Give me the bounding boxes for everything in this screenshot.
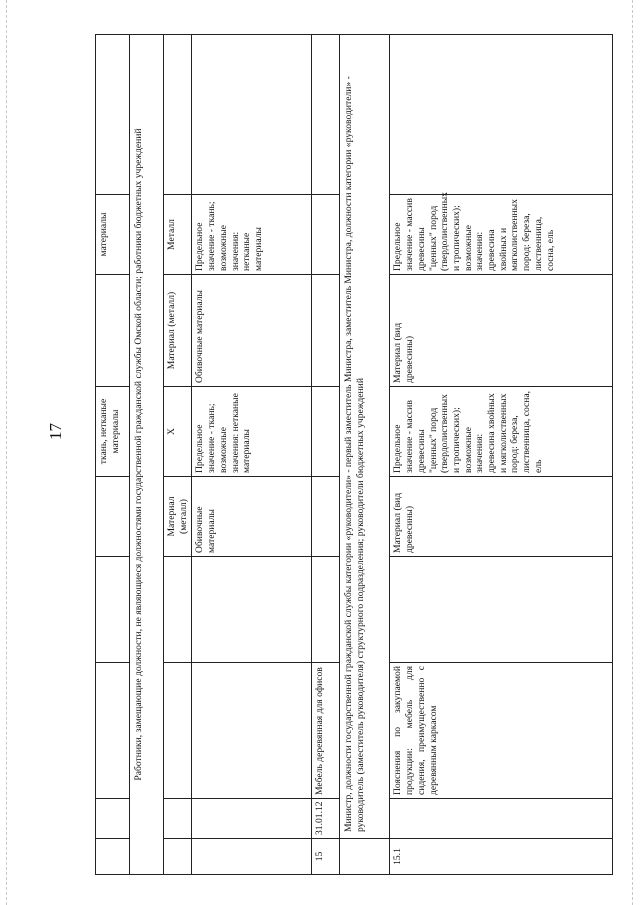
cell (192, 799, 312, 839)
row-number: 15 (312, 839, 340, 875)
cell (390, 557, 613, 663)
scan-edge-left (6, 0, 7, 905)
cell: Материал (вид древесины) (390, 477, 613, 557)
cell (312, 195, 340, 275)
cell (96, 477, 130, 557)
cell (192, 839, 312, 875)
cell: Металл (164, 195, 192, 275)
table-row (390, 35, 613, 875)
cell (312, 557, 340, 663)
cell (164, 35, 192, 195)
page-number: 17 (46, 423, 65, 440)
product-note: Пояснения по закупаемой продукции: мебель для сидения, преимущественно с деревянным каркасом (390, 663, 613, 799)
scan-edge-right (632, 0, 633, 905)
row-number: 15.1 (390, 839, 613, 875)
cell: Материал (вид древесины) (390, 275, 613, 387)
cell (164, 663, 192, 799)
cell (164, 557, 192, 663)
cell (390, 35, 613, 195)
cell: Обивочные материалы (192, 275, 312, 387)
cell: Предельное значение - ткань; возможные значения: нетканые материалы (192, 387, 312, 477)
cell (164, 839, 192, 875)
cell (192, 35, 312, 195)
cell (312, 387, 340, 477)
cell (96, 275, 130, 387)
cell (164, 799, 192, 839)
cell: Предельное значение - массив древесины "ценных" пород (твердолиственных и тропических); возможные значения: древесина хвойных и мягколиственных пород: береза, лиственница, сосна, ель (390, 195, 613, 275)
cell (340, 839, 390, 875)
cell (312, 477, 340, 557)
cell: Предельное значение - ткань; возможные значения: нетканые материалы (192, 195, 312, 275)
table-row (192, 35, 312, 875)
header-cell: ткань, нетканые материалы (96, 387, 130, 477)
cell: Обивочные материалы (192, 477, 312, 557)
procurement-table (95, 34, 613, 875)
cell (312, 35, 340, 195)
cell: Материал (металл) (164, 275, 192, 387)
cell (312, 275, 340, 387)
table-row (164, 35, 192, 875)
cell (390, 799, 613, 839)
rotated-page (95, 35, 613, 875)
cell (192, 557, 312, 663)
cell (96, 799, 130, 839)
cell (96, 557, 130, 663)
cell: Материал (металл) (164, 477, 192, 557)
table-row (312, 35, 340, 875)
cell: X (164, 387, 192, 477)
section-row (130, 35, 164, 875)
cell (96, 663, 130, 799)
cell (96, 839, 130, 875)
product-name: Мебель деревянная для офисов (312, 663, 340, 799)
header-row (96, 35, 130, 875)
cell (96, 35, 130, 195)
cell: Предельное значение - массив древесины "ценных" пород (твердолиственных и тропических); возможные значения: древесина хвойных и мягколиственных пород: береза, лиственница, сосна, ель (390, 387, 613, 477)
section-ministers: Министр, должности государственной гражданской службы категории «руководители» - первый заместитель Министра, заместитель Министра, должности категории «руководители» - руководитель (заместитель руководителя) структурного подразделения; руководители бюджетных учреждений (340, 35, 390, 839)
section-employees: Работники, замещающие должности, не являющиеся должностями государственной гражданской службы Омской области; работники бюджетных учреждений (130, 35, 164, 875)
header-cell: материалы (96, 195, 130, 275)
section-row (340, 35, 390, 875)
cell (192, 663, 312, 799)
okpd-code: 31.01.12 (312, 799, 340, 839)
